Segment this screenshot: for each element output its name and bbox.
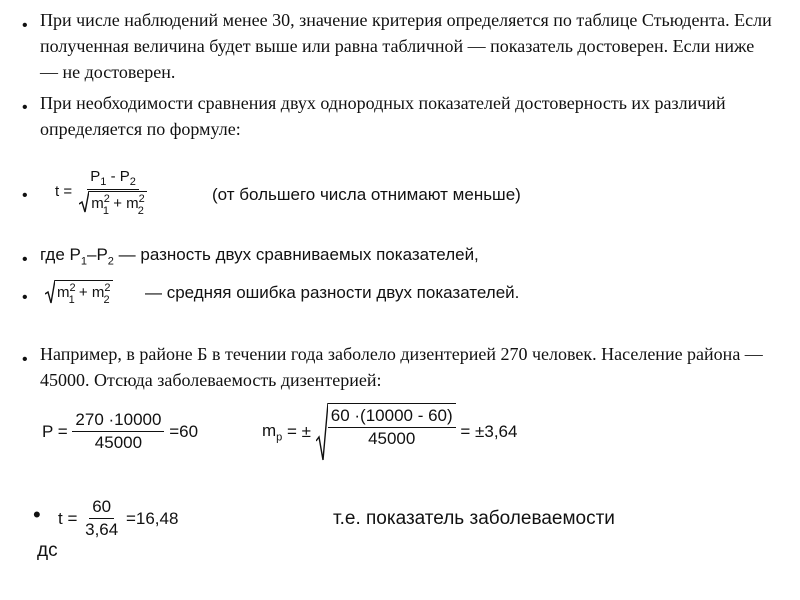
error-formula — [45, 280, 113, 304]
t2-formula-result: =16,48 — [125, 508, 179, 528]
bullet-marker: • — [22, 17, 28, 34]
t2-formula-fraction — [82, 497, 121, 540]
t2-formula-denominator: 3,64 — [85, 520, 119, 539]
bullet-marker: • — [22, 289, 28, 306]
cut-off-text: дс — [37, 540, 58, 561]
t-test-formula — [55, 168, 150, 215]
paragraph-conclusion: т.е. показатель заболеваемости — [333, 508, 615, 529]
bullet-marker: • — [22, 251, 28, 268]
bullet-marker: • — [22, 351, 28, 368]
paragraph-comparison: При необходимости сравнения двух однородных показателей достоверность их различий определяется по формуле: — [40, 93, 726, 139]
paragraph-example: Например, в районе Б в течении года заболело дизентерией 270 человек. Население района — 45000. Отсюда заболеваемость дизентерией: — [40, 344, 763, 390]
p-formula-fraction — [72, 410, 164, 453]
t2-formula-lhs: t = — [58, 508, 78, 528]
t-formula-fraction — [76, 168, 150, 215]
p-formula-result: =60 — [169, 421, 199, 441]
m-formula-denominator: 45000 — [368, 429, 416, 448]
bullet-marker: • — [33, 502, 41, 527]
bullet-marker: • — [22, 99, 28, 116]
sqrt-symbol — [316, 403, 456, 461]
t-formula-numerator: $P_1 - P_2$ — [87, 168, 139, 190]
bullet-marker: • — [22, 187, 28, 204]
incidence-formula — [42, 410, 198, 453]
t2-formula-numerator: 60 — [89, 497, 114, 519]
m-formula-eq: = ± — [287, 422, 312, 441]
sqrt-symbol: $m^2_1 + m^2_2$ — [45, 280, 113, 304]
p-formula-denominator: 45000 — [94, 433, 143, 452]
sqrt-symbol: $m^2_1 + m^2_2$ — [79, 191, 147, 215]
t-formula-lhs: t = — [55, 183, 73, 200]
p-formula-numerator: 270 ·10000 — [72, 410, 164, 432]
m-formula-numerator: 60 ·(10000 - 60) — [328, 406, 456, 428]
paragraph-difference: где $Р_1-Р_2$ — разность двух сравниваемых показателей, — [40, 245, 479, 268]
paragraph-student-table: При числе наблюдений менее 30, значение критерия определяется по таблице Стьюдента. Если полученная величина будет выше или равна табличной — показатель достоверен. Если ниже — не достоверен. — [40, 10, 772, 82]
t-calculation-formula — [58, 497, 178, 540]
error-calculation-formula — [262, 403, 517, 461]
m-formula-result: = ±3,64 — [460, 422, 518, 441]
t-formula-denominator — [76, 190, 150, 215]
paragraph-mean-error: — средняя ошибка разности двух показателей. — [145, 283, 520, 302]
formula-note: (от большего числа отнимают меньше) — [212, 185, 521, 204]
m-formula-lhs: $m_p$ — [262, 420, 283, 444]
p-formula-lhs: P = — [42, 421, 68, 441]
